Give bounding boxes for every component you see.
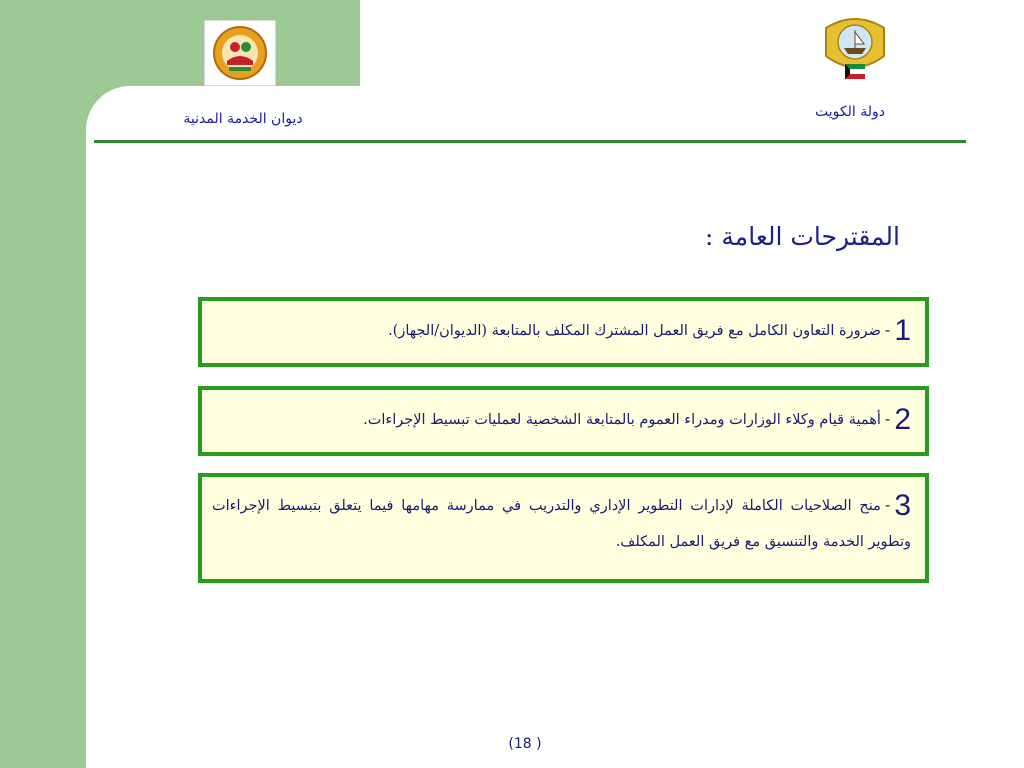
item-text: أهمية قيام وكلاء الوزارات ومدراء العموم بالمتابعة الشخصية لعمليات تبسيط الإجراءات. [363,412,881,428]
org-name-left: ديوان الخدمة المدنية [183,111,303,127]
civil-service-logo-icon [204,20,276,86]
item-number: 2 [894,403,911,436]
item-text: ضرورة التعاون الكامل مع فريق العمل المشترك المكلف بالمتابعة (الديوان/الجهاز). [388,323,881,339]
proposal-item [198,473,929,583]
item-separator: - [884,495,891,514]
item-separator: - [884,409,891,428]
kuwait-emblem-icon [812,8,898,94]
slide-title: المقترحات العامة : [705,222,900,251]
header-divider [94,140,966,143]
item-number: 1 [894,314,911,347]
item-text: منح الصلاحيات الكاملة لإدارات التطوير الإداري والتدريب في ممارسة مهامها فيما يتعلق بتبسيط الإجراءات وتطوير الخدمة والتنسيق مع فريق العمل المكلف. [212,498,911,550]
proposal-item [198,297,929,367]
proposal-item [198,386,929,456]
org-name-right: دولة الكويت [815,104,885,120]
item-number: 3 [894,489,911,522]
header-background [360,0,1024,86]
page-number: (18 ) [508,736,542,752]
item-separator: - [884,320,891,339]
